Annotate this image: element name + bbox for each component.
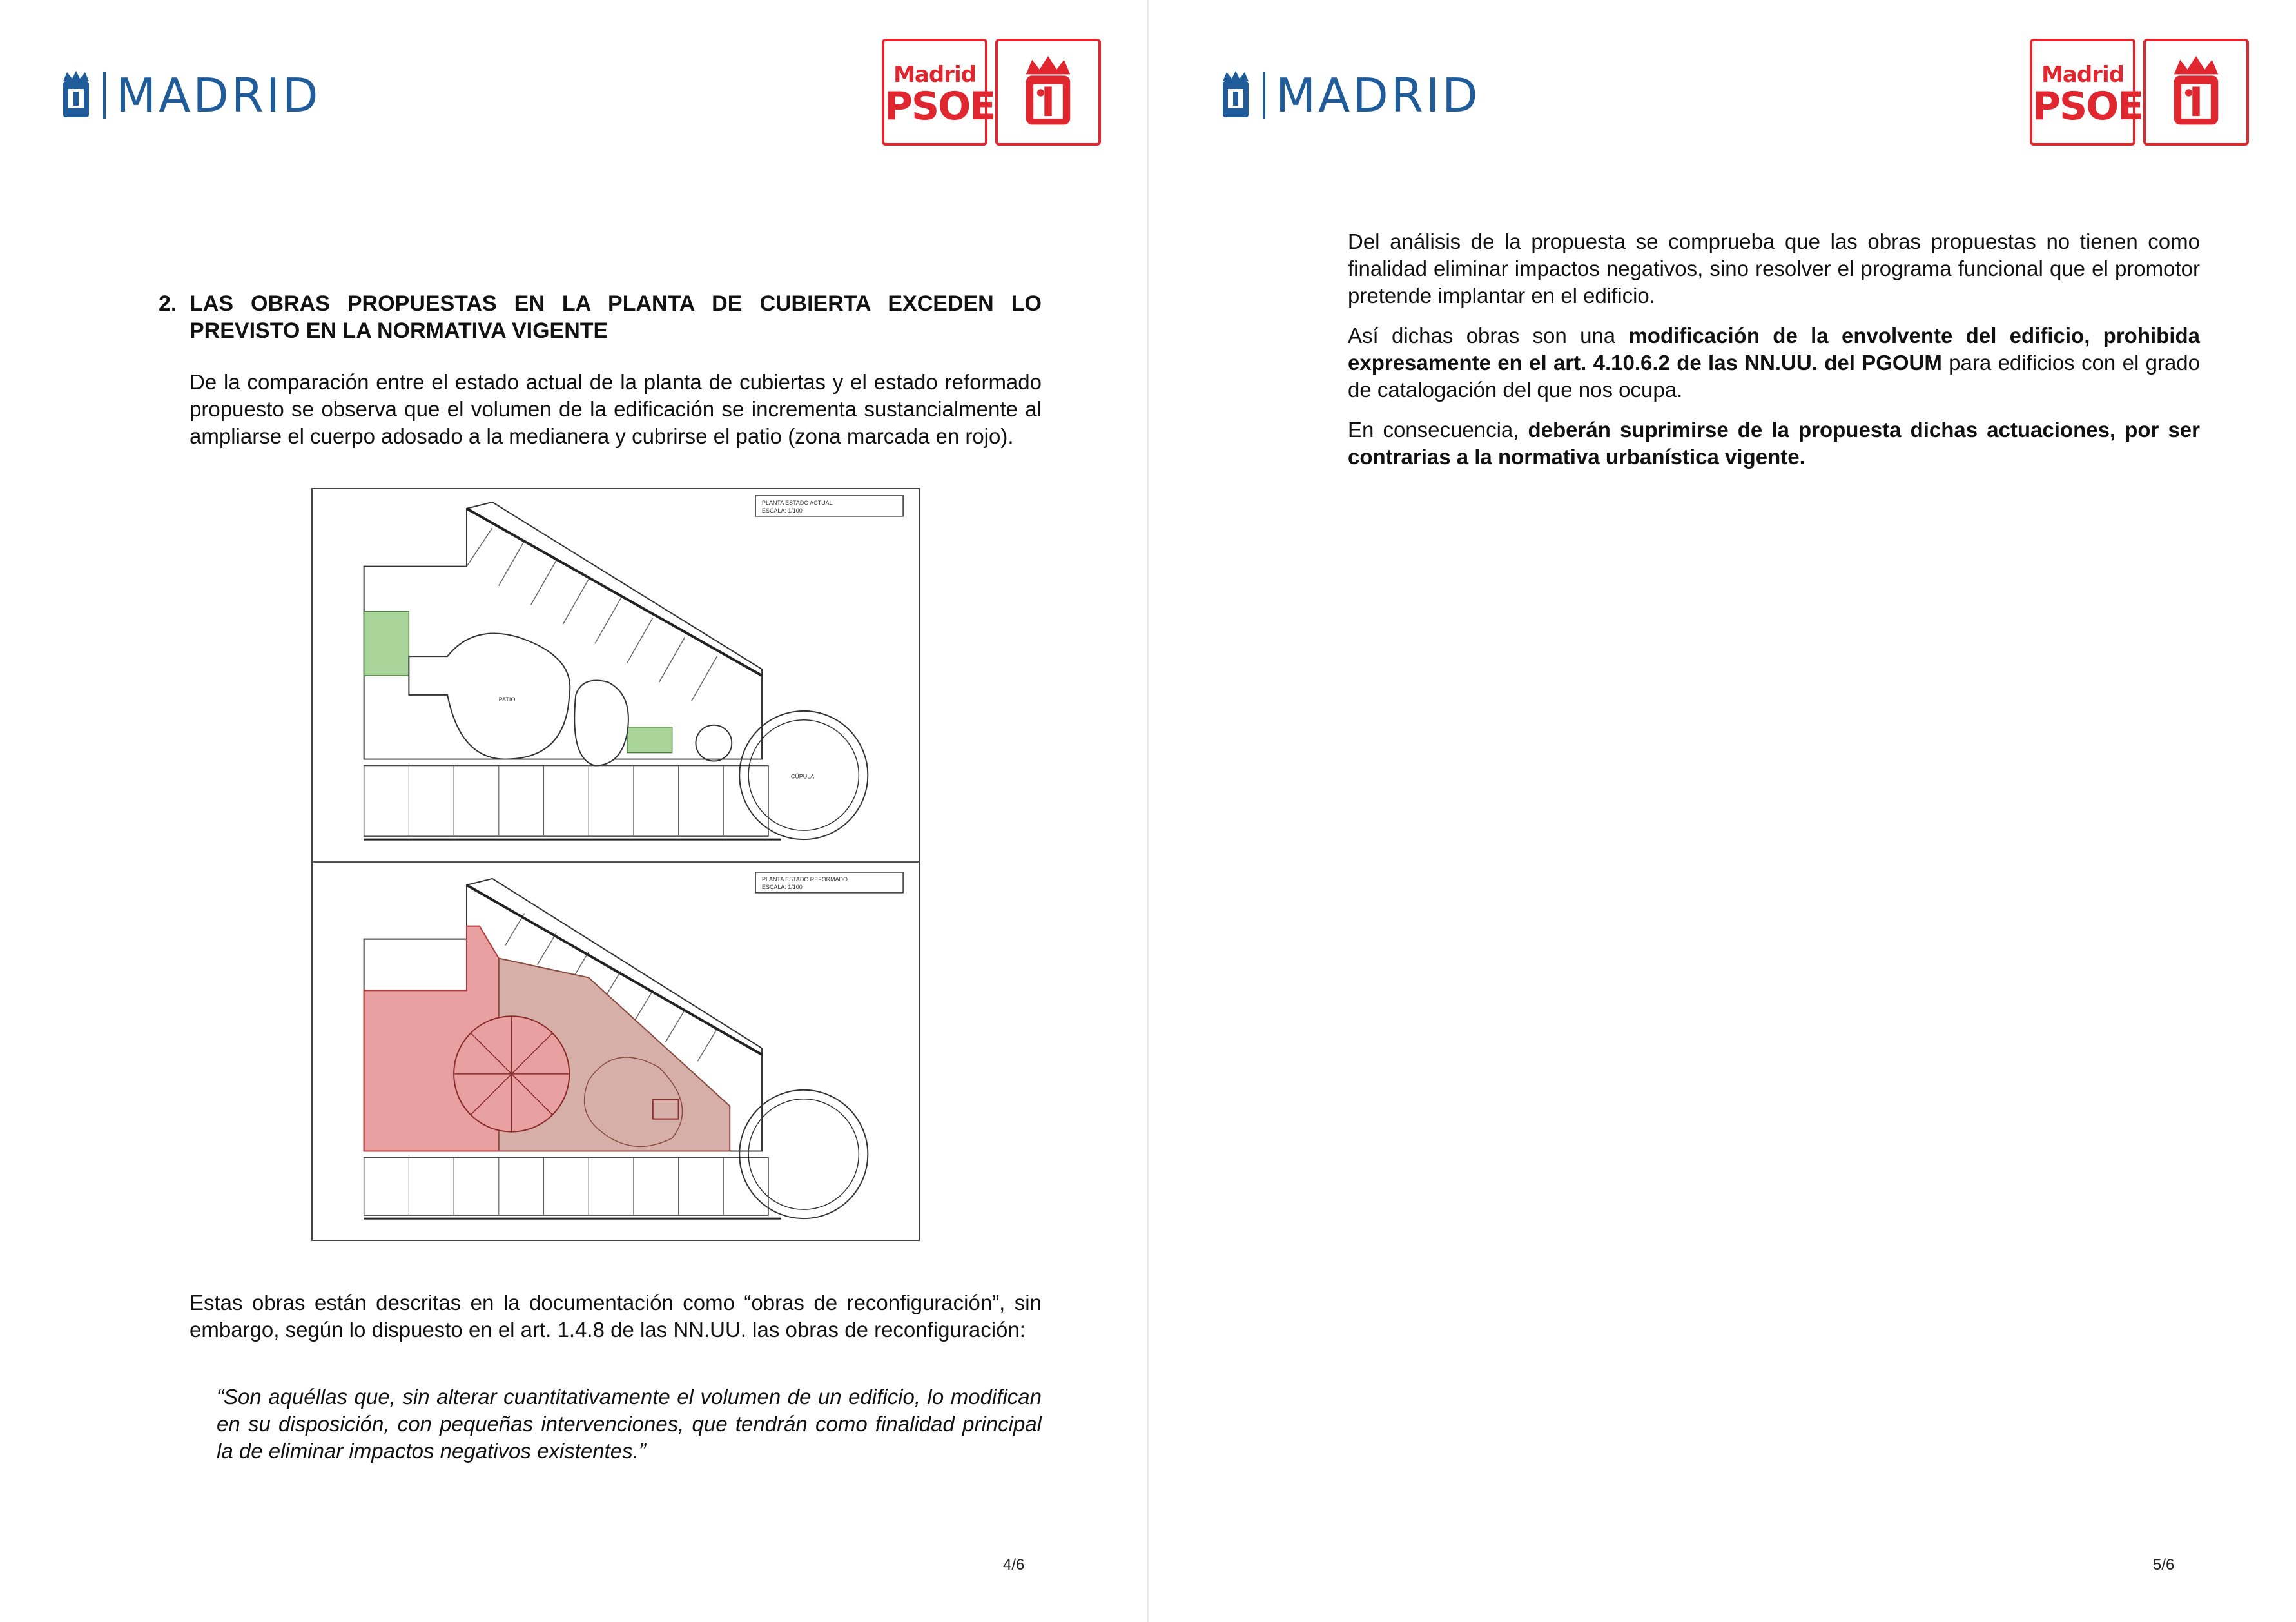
page-number: 4/6 xyxy=(1003,1556,1025,1574)
plan-top-title: PLANTA ESTADO ACTUAL xyxy=(762,499,833,506)
document-page-5 xyxy=(1149,0,2296,1622)
plan-current-state xyxy=(313,496,919,862)
madrid-bear-emblem xyxy=(2143,39,2249,146)
plan-bottom-title: PLANTA ESTADO REFORMADO xyxy=(762,875,848,883)
paragraph-consequence-start: En consecuencia, xyxy=(1348,418,1528,442)
madrid-logo xyxy=(59,70,321,121)
plan-top-scale: ESCALA: 1/100 xyxy=(762,507,803,514)
madrid-crest-icon xyxy=(1219,70,1252,121)
quote-text: “Son aquéllas que, sin alterar cuantitativamente el volumen de un edificio, lo modifican en su disposición, con pequeñas intervenciones, que tendrán como finalidad principal la de eliminar impactos negativos existentes.” xyxy=(217,1385,1042,1463)
psoe-logo xyxy=(2030,39,2249,146)
paragraph-envelope-bold: modificación de la envolvente del edificio, prohibida expresamente en el art. 4.10.6.2 de las NN.UU. del PGOUM xyxy=(1348,324,2200,375)
plan-cupula-label: CÚPULA xyxy=(790,773,815,780)
psoe-logo-line1: Madrid xyxy=(893,62,976,88)
plan-patio-label: PATIO xyxy=(498,696,516,703)
page-number: 5/6 xyxy=(2153,1556,2175,1574)
paragraph-comparison: De la comparación entre el estado actual de la planta de cubiertas y el estado reformado propuesto se observa que el volumen de la edificación se incrementa sustancialmente al ampliarse el cuerpo adosado a la medianera y cubrirse el patio (zona marcada en rojo). xyxy=(190,370,1042,448)
section-heading xyxy=(159,290,1042,344)
bear-tree-icon xyxy=(2146,41,2246,143)
paragraph-envelope-start: Así dichas obras son una xyxy=(1348,324,1629,347)
floor-plan-drawing xyxy=(313,489,919,1240)
psoe-wordmark xyxy=(882,39,995,146)
section-title: LAS OBRAS PROPUESTAS EN LA PLANTA DE CUBIERTA EXCEDEN LO PREVISTO EN LA NORMATIVA VIGENTE xyxy=(190,291,1042,343)
madrid-logo-text: MADRID xyxy=(1276,68,1481,122)
madrid-logo-text: MADRID xyxy=(116,68,321,122)
psoe-wordmark xyxy=(2030,39,2143,146)
paragraph-reconfiguration: Estas obras están descritas en la documentación como “obras de reconfiguración”, sin embargo, según lo dispuesto en el art. 1.4.8 de las NN.UU. las obras de reconfiguración: xyxy=(190,1291,1042,1342)
logo-divider xyxy=(103,72,106,119)
plan-reformed-state xyxy=(364,872,903,1218)
psoe-logo xyxy=(882,39,1101,146)
document-page-4 xyxy=(0,0,1147,1622)
paragraph-envelope-end: para edificios con el grado de catalogación del que nos ocupa. xyxy=(1348,351,2201,402)
paragraph-envelope xyxy=(1348,322,2200,404)
paragraph-consequence xyxy=(1348,416,2200,471)
plan-bottom-scale: ESCALA: 1/100 xyxy=(762,883,803,890)
closing-paragraph-block xyxy=(190,1289,1042,1356)
psoe-logo-line1: Madrid xyxy=(2041,62,2124,88)
madrid-logo xyxy=(1219,70,1481,121)
madrid-bear-emblem xyxy=(995,39,1101,146)
floor-plan-figure xyxy=(311,488,920,1241)
psoe-logo-line2: PSOE xyxy=(2032,84,2143,129)
legal-quote xyxy=(217,1383,1042,1478)
logo-divider xyxy=(1263,72,1265,119)
analysis-text-block xyxy=(1348,228,2200,484)
bear-tree-icon xyxy=(998,41,1098,143)
paragraph-consequence-bold: deberán suprimirse de la propuesta dichas actuaciones, por ser contrarias a la normativa urbanística vigente. xyxy=(1348,418,2200,469)
madrid-crest-icon xyxy=(59,70,93,121)
intro-paragraph-block xyxy=(190,369,1042,463)
paragraph-analysis: Del análisis de la propuesta se comprueba que las obras propuestas no tienen como finalidad eliminar impactos negativos, sino resolver el programa funcional que el promotor pretende implantar en el edificio. xyxy=(1348,230,2200,308)
section-number: 2. xyxy=(159,291,177,316)
psoe-logo-line2: PSOE xyxy=(884,84,995,129)
